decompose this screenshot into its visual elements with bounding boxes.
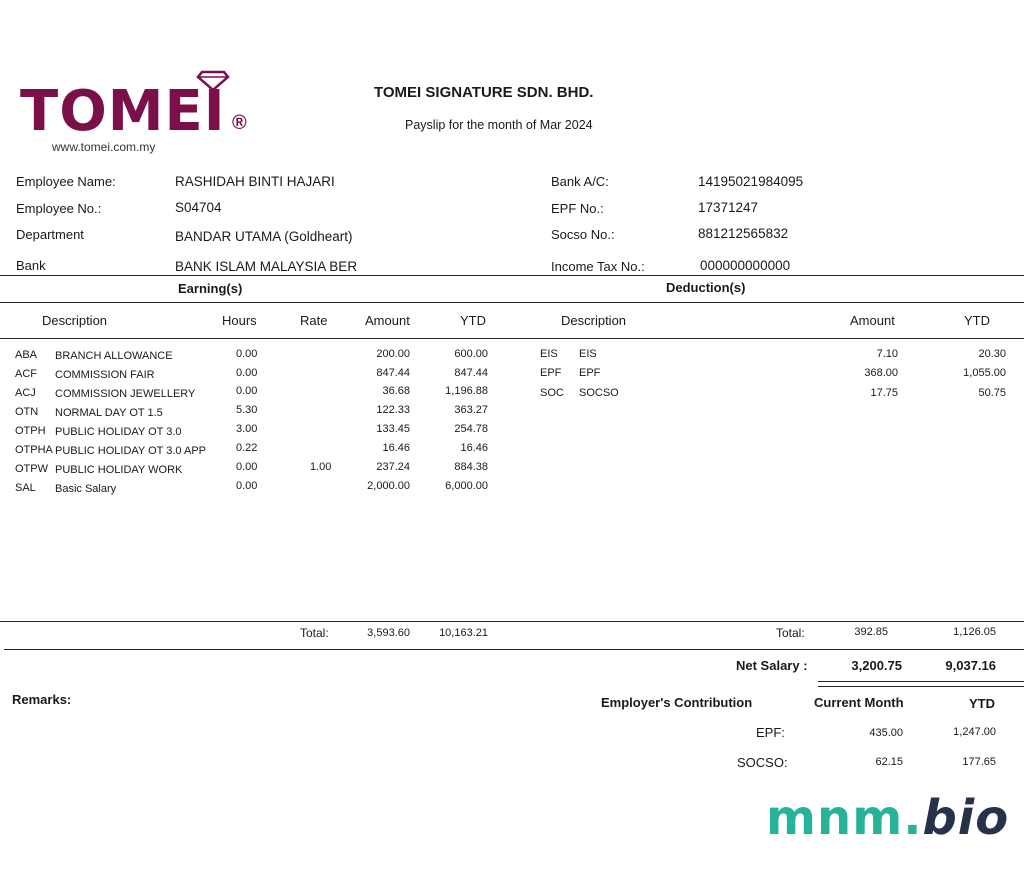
earning-description: PUBLIC HOLIDAY WORK: [55, 464, 183, 476]
employer-epf-label: EPF:: [756, 725, 785, 740]
employer-socso-label: SOCSO:: [737, 755, 788, 770]
earning-amount: 36.68: [382, 385, 410, 397]
deductions-total-label: Total:: [776, 626, 805, 640]
deductions-description-header: Description: [561, 313, 627, 328]
epf-no: 17371247: [698, 200, 759, 215]
deductions-amount-header: Amount: [850, 313, 895, 328]
earnings-total-label: Total:: [300, 626, 329, 640]
earning-description: Basic Salary: [55, 483, 117, 495]
deductions-total-ytd: 1,126.05: [953, 626, 996, 638]
earning-code: ABA: [15, 349, 38, 361]
divider-line: [0, 302, 1024, 303]
earning-ytd: 16.46: [460, 442, 488, 454]
deduction-description: EIS: [579, 348, 597, 360]
divider-line: [0, 275, 1024, 276]
earning-amount: 200.00: [376, 348, 410, 360]
earning-description: PUBLIC HOLIDAY OT 3.0 APP: [55, 445, 207, 457]
earning-ytd: 254.78: [454, 423, 488, 435]
deduction-code: EPF: [540, 367, 562, 379]
earning-amount: 133.45: [376, 423, 410, 435]
company-logo: TOMEI: [20, 79, 226, 144]
bank-label: Bank: [16, 258, 46, 273]
employer-epf-ytd: 1,247.00: [953, 726, 996, 738]
divider-line: [0, 621, 1024, 622]
earning-description: BRANCH ALLOWANCE: [55, 350, 173, 362]
divider-line: [0, 338, 1024, 339]
deduction-amount: 7.10: [876, 348, 898, 360]
employer-ytd-header: YTD: [969, 696, 995, 711]
watermark-part1: mnm.: [766, 790, 923, 846]
company-name: TOMEI SIGNATURE SDN. BHD.: [374, 84, 594, 101]
earning-code: OTPHA: [15, 444, 53, 456]
earning-amount: 122.33: [376, 404, 410, 416]
earnings-ytd-header: YTD: [460, 313, 486, 328]
net-salary-ytd: 9,037.16: [945, 658, 996, 673]
earning-description: COMMISSION JEWELLERY: [55, 388, 196, 400]
employer-contribution-title: Employer's Contribution: [601, 695, 753, 710]
earning-code: OTPH: [15, 425, 46, 437]
net-salary-current: 3,200.75: [851, 658, 902, 673]
employer-socso-ytd: 177.65: [962, 756, 996, 768]
registered-mark: ®: [232, 112, 247, 134]
earning-ytd: 1,196.88: [445, 385, 488, 397]
earnings-title: Earning(s): [178, 281, 243, 296]
socso-no-label: Socso No.:: [551, 227, 615, 242]
net-underline: [818, 686, 1024, 687]
earning-amount: 2,000.00: [367, 480, 410, 492]
earning-ytd: 884.38: [454, 461, 488, 473]
bank-ac: 14195021984095: [698, 174, 804, 189]
earning-ytd: 6,000.00: [445, 480, 488, 492]
earning-rate: 1.00: [310, 461, 332, 473]
earning-hours: 0.22: [236, 442, 258, 454]
earnings-total-ytd: 10,163.21: [439, 627, 488, 639]
earning-description: COMMISSION FAIR: [55, 369, 155, 381]
employer-socso-current: 62.15: [875, 756, 903, 768]
deduction-description: EPF: [579, 367, 601, 379]
employee-no: S04704: [175, 200, 222, 215]
company-url: www.tomei.com.my: [52, 140, 156, 154]
earnings-amount-header: Amount: [365, 313, 410, 328]
epf-no-label: EPF No.:: [551, 201, 604, 216]
deduction-amount: 17.75: [870, 387, 898, 399]
earning-hours: 3.00: [236, 423, 258, 435]
earnings-total-amount: 3,593.60: [367, 627, 410, 639]
earnings-hours-header: Hours: [222, 313, 257, 328]
earning-hours: 0.00: [236, 348, 258, 360]
earning-hours: 0.00: [236, 480, 258, 492]
earning-code: OTPW: [15, 463, 48, 475]
earnings-rate-header: Rate: [300, 313, 328, 328]
deductions-total-amount: 392.85: [854, 626, 888, 638]
watermark-part2: bio: [922, 790, 1010, 846]
earning-description: NORMAL DAY OT 1.5: [55, 407, 163, 419]
employer-epf-current: 435.00: [869, 727, 903, 739]
earning-hours: 0.00: [236, 367, 258, 379]
earning-hours: 5.30: [236, 404, 258, 416]
earnings-description-header: Description: [42, 313, 108, 328]
earning-hours: 0.00: [236, 385, 258, 397]
socso-no: 881212565832: [698, 226, 789, 241]
deduction-code: SOC: [540, 387, 564, 399]
deduction-description: SOCSO: [579, 387, 619, 399]
earning-code: SAL: [15, 482, 36, 494]
divider-line: [4, 649, 1024, 650]
department-label: Department: [16, 227, 84, 242]
deductions-ytd-header: YTD: [964, 313, 990, 328]
employee-name-label: Employee Name:: [16, 174, 116, 189]
employer-current-month-header: Current Month: [814, 695, 904, 710]
earning-ytd: 363.27: [454, 404, 488, 416]
income-tax-label: Income Tax No.:: [551, 259, 645, 274]
deductions-title: Deduction(s): [666, 280, 746, 295]
remarks-label: Remarks:: [12, 692, 72, 707]
net-salary-label: Net Salary :: [736, 658, 808, 673]
earning-description: PUBLIC HOLIDAY OT 3.0: [55, 426, 182, 438]
bank-ac-label: Bank A/C:: [551, 174, 609, 189]
income-tax-no: 000000000000: [700, 258, 791, 273]
earning-code: OTN: [15, 406, 39, 418]
department: BANDAR UTAMA (Goldheart): [175, 229, 353, 244]
payslip-period: Payslip for the month of Mar 2024: [405, 118, 593, 132]
earning-amount: 16.46: [382, 442, 410, 454]
deduction-amount: 368.00: [864, 367, 898, 379]
earning-amount: 847.44: [376, 367, 410, 379]
earning-ytd: 847.44: [454, 367, 488, 379]
earning-amount: 237.24: [376, 461, 410, 473]
earning-code: ACF: [15, 368, 37, 380]
watermark-logo: [766, 788, 1009, 848]
bank: BANK ISLAM MALAYSIA BER: [175, 259, 358, 274]
employee-name: RASHIDAH BINTI HAJARI: [175, 174, 335, 189]
employee-no-label: Employee No.:: [16, 201, 102, 216]
earning-hours: 0.00: [236, 461, 258, 473]
deduction-ytd: 50.75: [978, 387, 1006, 399]
earning-code: ACJ: [15, 387, 36, 399]
deduction-code: EIS: [540, 348, 558, 360]
deduction-ytd: 20.30: [978, 348, 1006, 360]
net-underline: [818, 681, 1024, 682]
earning-ytd: 600.00: [454, 348, 488, 360]
deduction-ytd: 1,055.00: [963, 367, 1006, 379]
